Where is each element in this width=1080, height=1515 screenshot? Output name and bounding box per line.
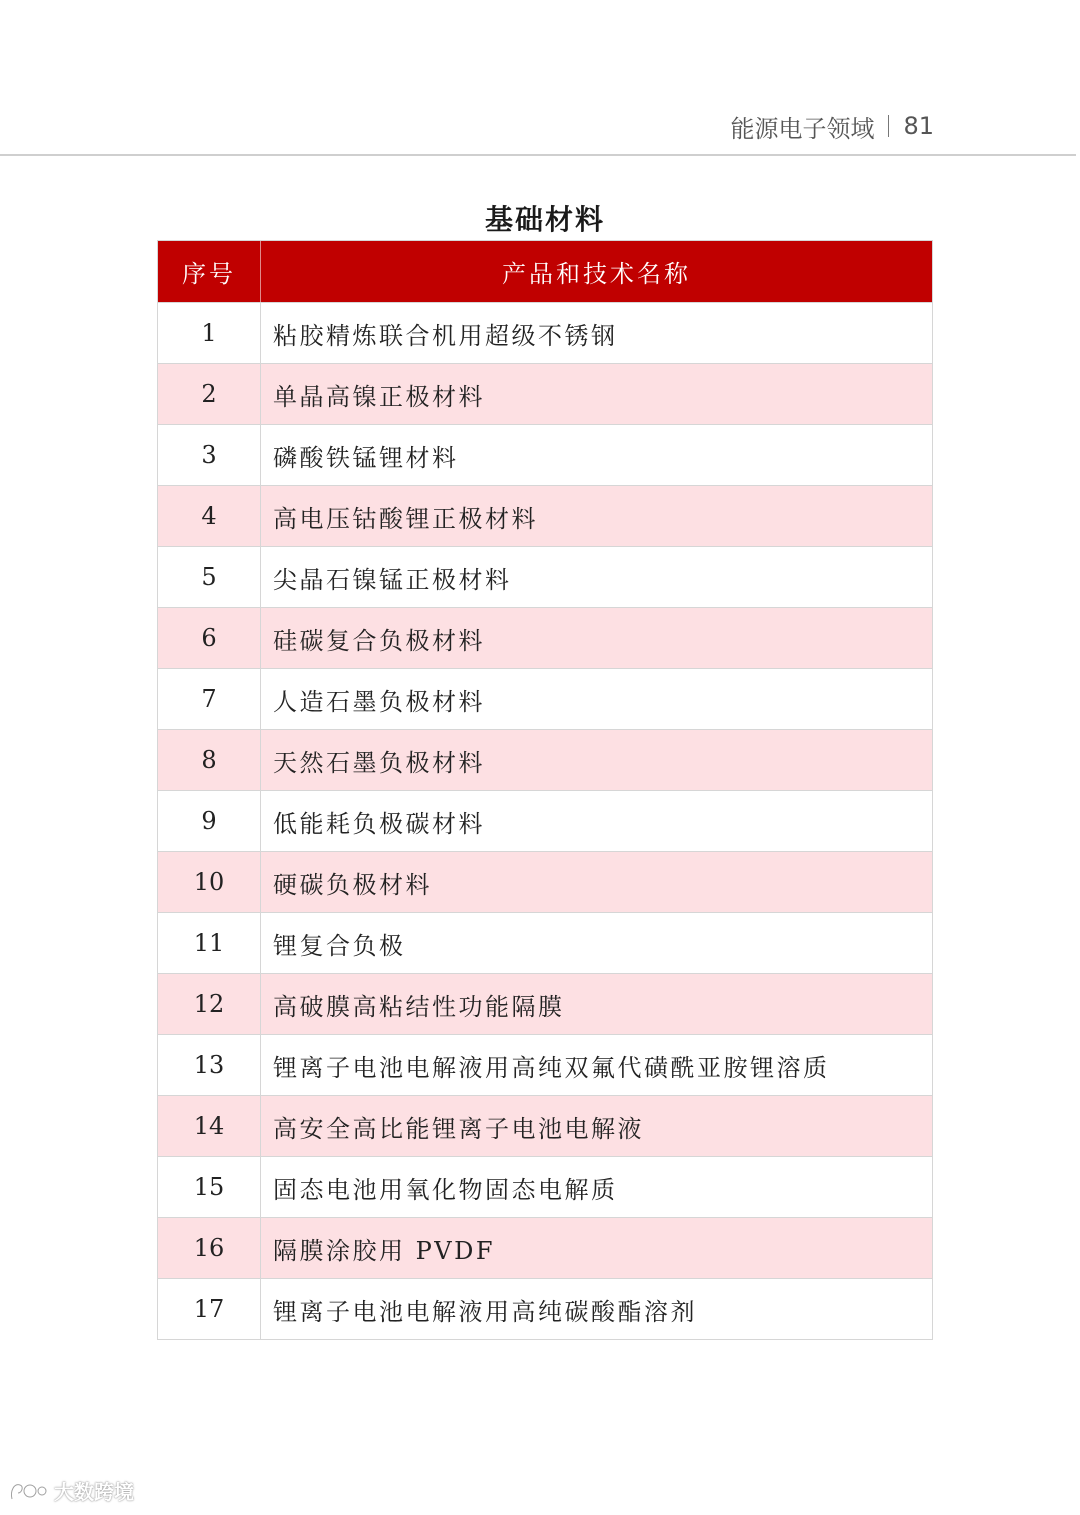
row-number: 4: [158, 486, 261, 546]
header-separator: [888, 115, 889, 137]
row-product-name: 单晶高镍正极材料: [273, 382, 485, 411]
table-row: [158, 363, 932, 424]
column-header-name: 产品和技术名称: [502, 260, 691, 288]
table-row: [158, 1217, 932, 1278]
row-product-name: 人造石墨负极材料: [273, 687, 485, 716]
row-product-name: 尖晶石镍锰正极材料: [273, 565, 512, 594]
table-title: 基础材料: [484, 203, 605, 236]
row-number: 7: [158, 669, 261, 729]
row-number: 14: [158, 1096, 261, 1156]
materials-table: [157, 240, 933, 1340]
row-number: 17: [158, 1279, 261, 1339]
brand-logo-icon: [8, 1479, 48, 1503]
row-number: 10: [158, 852, 261, 912]
row-product-name: 锂离子电池电解液用高纯碳酸酯溶剂: [273, 1297, 697, 1326]
row-product-name: 硬碳负极材料: [273, 870, 432, 899]
row-product-name: 固态电池用氧化物固态电解质: [273, 1175, 618, 1204]
row-number: 15: [158, 1157, 261, 1217]
row-product-name: 高电压钴酸锂正极材料: [273, 504, 538, 533]
row-product-name: 磷酸铁锰锂材料: [273, 443, 459, 472]
row-product-name: 天然石墨负极材料: [273, 748, 485, 777]
row-number: 12: [158, 974, 261, 1034]
row-number: 16: [158, 1218, 261, 1278]
table-row: [158, 729, 932, 790]
row-number: 11: [158, 913, 261, 973]
table-row: [158, 912, 932, 973]
watermark: [8, 1476, 134, 1505]
table-row: [158, 1278, 932, 1339]
row-number: 8: [158, 730, 261, 790]
header-rule: [0, 154, 1076, 156]
page-number: 81: [903, 112, 934, 140]
table-row: [158, 607, 932, 668]
column-header-number: 序号: [158, 241, 261, 302]
row-number: 3: [158, 425, 261, 485]
table-row: [158, 1156, 932, 1217]
watermark-text: 大数跨境: [54, 1480, 134, 1504]
row-number: 9: [158, 791, 261, 851]
table-row: [158, 668, 932, 729]
row-number: 1: [158, 303, 261, 363]
table-row: [158, 1095, 932, 1156]
row-product-name: 高破膜高粘结性功能隔膜: [273, 992, 565, 1021]
table-header-row: [158, 241, 932, 302]
row-product-name: 隔膜涂胶用 PVDF: [273, 1236, 496, 1265]
row-product-name: 锂离子电池电解液用高纯双氟代磺酰亚胺锂溶质: [273, 1053, 830, 1082]
row-number: 2: [158, 364, 261, 424]
running-header: [730, 108, 934, 144]
table-row: [158, 851, 932, 912]
row-number: 6: [158, 608, 261, 668]
row-product-name: 低能耗负极碳材料: [273, 809, 485, 838]
table-row: [158, 790, 932, 851]
row-product-name: 粘胶精炼联合机用超级不锈钢: [273, 321, 618, 350]
table-body: [158, 302, 932, 1339]
section-title: 能源电子领域: [730, 114, 875, 143]
row-product-name: 锂复合负极: [273, 931, 406, 960]
row-number: 5: [158, 547, 261, 607]
table-row: [158, 424, 932, 485]
table-row: [158, 973, 932, 1034]
row-product-name: 高安全高比能锂离子电池电解液: [273, 1114, 644, 1143]
table-row: [158, 546, 932, 607]
row-product-name: 硅碳复合负极材料: [273, 626, 485, 655]
table-row: [158, 485, 932, 546]
row-number: 13: [158, 1035, 261, 1095]
table-row: [158, 302, 932, 363]
table-row: [158, 1034, 932, 1095]
